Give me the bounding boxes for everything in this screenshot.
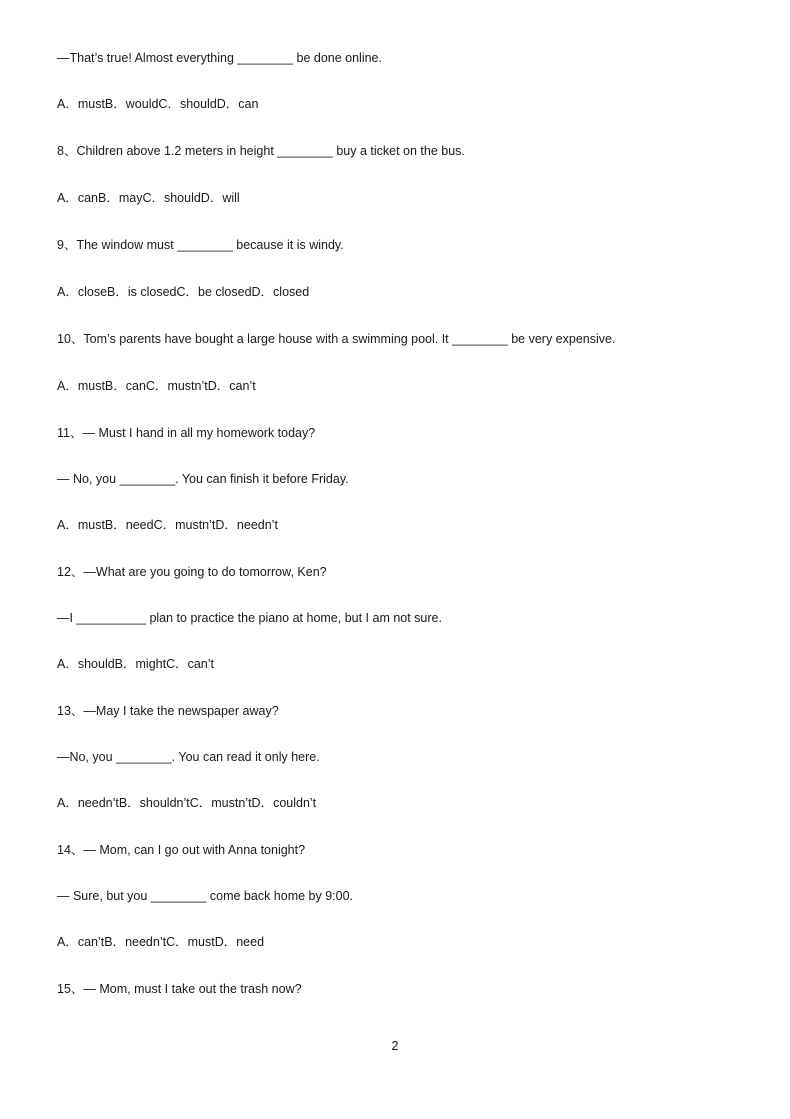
- question-10-options: A．mustB．canC．mustn’tD．can’t: [57, 379, 256, 393]
- question-9-options: A．closeB．is closedC．be closedD．closed: [57, 285, 310, 299]
- question-12-stem: 12、—What are you going to do tomorrow, Ken?: [57, 565, 327, 579]
- question-14-stem: 14、— Mom, can I go out with Anna tonight?: [57, 843, 306, 857]
- question-11-options: A．mustB．needC．mustn’tD．needn’t: [57, 518, 278, 532]
- question-13-options: A．needn’tB．shouldn’tC．mustn’tD．couldn’t: [57, 796, 317, 810]
- question-15-stem: 15、— Mom, must I take out the trash now?: [57, 982, 302, 996]
- question-10-stem: 10、Tom’s parents have bought a large house with a swimming pool. It ________ be very expensive.: [57, 332, 616, 346]
- page-number: 2: [391, 1039, 399, 1053]
- question-13-stem: 13、—May I take the newspaper away?: [57, 704, 279, 718]
- question-14-options: A．can’tB．needn’tC．mustD．need: [57, 935, 265, 949]
- question-7-options: A．mustB．wouldC．shouldD．can: [57, 97, 259, 111]
- question-7-response: —That’s true! Almost everything ________ be done online.: [57, 51, 382, 65]
- question-13-response: —No, you ________. You can read it only here.: [57, 750, 320, 764]
- question-8-options: A．canB．mayC．shouldD．will: [57, 191, 240, 205]
- question-9-stem: 9、The window must ________ because it is windy.: [57, 238, 344, 252]
- question-11-response: — No, you ________. You can finish it before Friday.: [57, 472, 349, 486]
- question-12-response: —I __________ plan to practice the piano at home, but I am not sure.: [57, 611, 442, 625]
- question-12-options: A．shouldB．mightC．can’t: [57, 657, 215, 671]
- question-11-stem: 11、— Must I hand in all my homework today?: [57, 426, 316, 440]
- question-14-response: — Sure, but you ________ come back home by 9:00.: [57, 889, 354, 903]
- question-8-stem: 8、Children above 1.2 meters in height ________ buy a ticket on the bus.: [57, 144, 465, 158]
